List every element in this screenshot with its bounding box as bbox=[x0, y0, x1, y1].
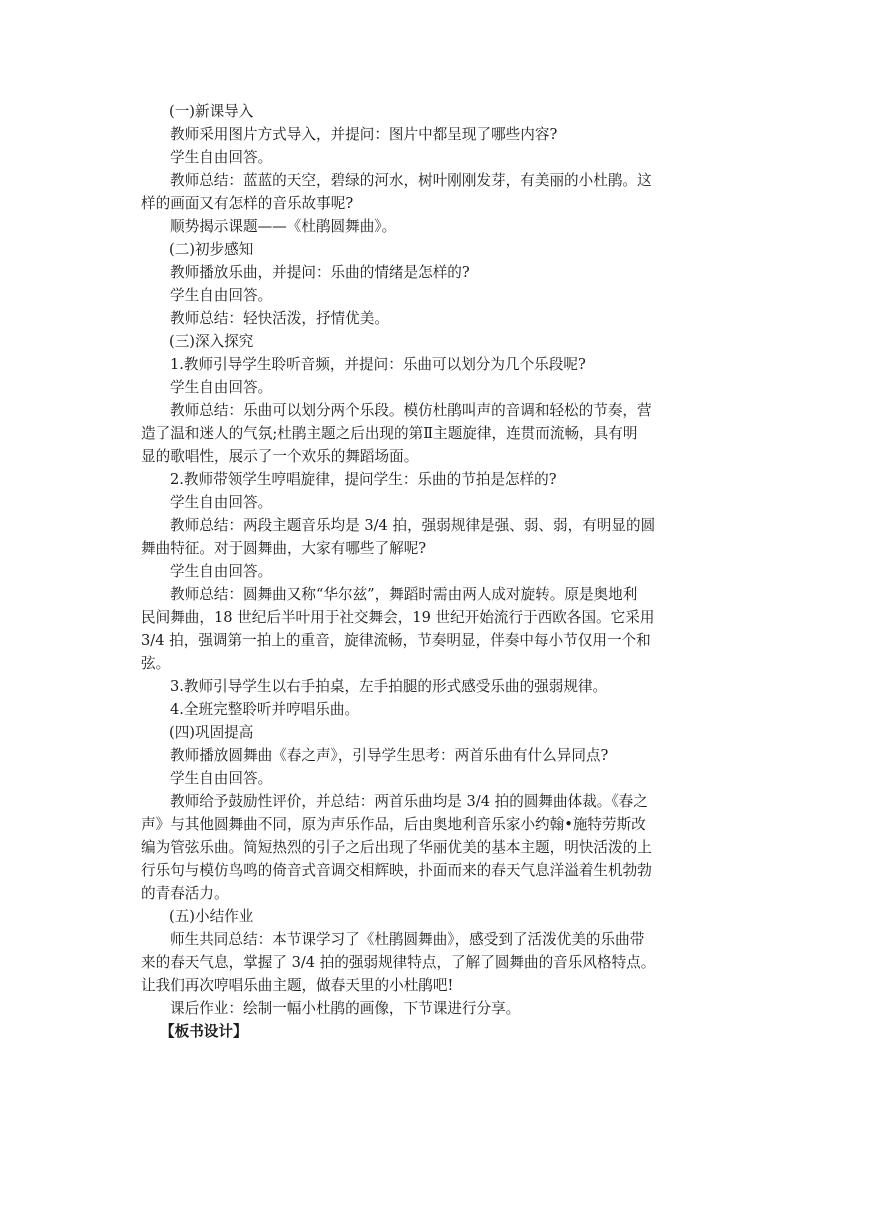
text-line: 课后作业：绘制一幅小杜鹃的画像，下节课进行分享。 bbox=[170, 1000, 521, 1017]
section-heading: (五)小结作业 bbox=[169, 908, 254, 925]
text-line: 4.全班完整聆听并哼唱乐曲。 bbox=[170, 701, 360, 718]
text-line: 3/4 拍，强调第一拍上的重音，旋律流畅，节奏明显，伴奏中每小节仅用一个和 bbox=[141, 632, 651, 649]
text-line: 编为管弦乐曲。简短热烈的引子之后出现了华丽优美的基本主题，明快活泼的上 bbox=[141, 839, 652, 856]
document-page bbox=[141, 100, 731, 1043]
section-heading: (二)初步感知 bbox=[169, 241, 254, 258]
text-line: 教师总结：乐曲可以划分两个乐段。模仿杜鹃叫声的音调和轻松的节奏，营 bbox=[170, 402, 652, 419]
text-line: 教师给予鼓励性评价，并总结：两首乐曲均是 3/4 拍的圆舞曲体裁。《春之 bbox=[170, 793, 648, 810]
text-line: 师生共同总结：本节课学习了《杜鹃圆舞曲》，感受到了活泼优美的乐曲带 bbox=[170, 931, 645, 948]
text-line: 学生自由回答。 bbox=[170, 563, 273, 580]
section-heading: (四)巩固提高 bbox=[169, 724, 254, 741]
text-line: 学生自由回答。 bbox=[170, 494, 273, 511]
text-line: 顺势揭示课题——《杜鹃圆舞曲》。 bbox=[170, 218, 397, 235]
text-line: 样的画面又有怎样的音乐故事呢? bbox=[141, 195, 354, 212]
text-line: 学生自由回答。 bbox=[170, 149, 273, 166]
text-line: 行乐句与模仿鸟鸣的倚音式音调交相辉映，扑面而来的春天气息洋溢着生机勃勃 bbox=[141, 862, 652, 879]
text-line: 1.教师引导学生聆听音频，并提问：乐曲可以划分为几个乐段呢? bbox=[170, 356, 586, 373]
text-line: 学生自由回答。 bbox=[170, 287, 273, 304]
text-line: 2.教师带领学生哼唱旋律，提问学生：乐曲的节拍是怎样的? bbox=[170, 471, 557, 488]
text-line: 学生自由回答。 bbox=[170, 379, 273, 396]
board-design-heading: 【板书设计】 bbox=[160, 1023, 248, 1040]
text-line: 声》与其他圆舞曲不同，原为声乐作品，后由奥地利音乐家小约翰•施特劳斯改 bbox=[141, 816, 646, 833]
text-line: 造了温和迷人的气氛;杜鹃主题之后出现的第Ⅱ主题旋律，连贯而流畅，具有明 bbox=[141, 425, 638, 442]
text-line: 显的歌唱性，展示了一个欢乐的舞蹈场面。 bbox=[141, 448, 419, 465]
text-line: 教师采用图片方式导入，并提问：图片中都呈现了哪些内容? bbox=[170, 126, 558, 143]
text-line: 民间舞曲，18 世纪后半叶用于社交舞会，19 世纪开始流行于西欧各国。它采用 bbox=[141, 609, 655, 626]
text-line: 3.教师引导学生以右手拍桌，左手拍腿的形式感受乐曲的强弱规律。 bbox=[170, 678, 608, 695]
text-line: 教师播放乐曲，并提问：乐曲的情绪是怎样的? bbox=[170, 264, 470, 281]
text-line: 教师总结：两段主题音乐均是 3/4 拍，强弱规律是强、弱、弱，有明显的圆 bbox=[170, 517, 656, 534]
text-line: 教师总结：圆舞曲又称“华尔兹”，舞蹈时需由两人成对旋转。原是奥地利 bbox=[170, 586, 638, 603]
document-body bbox=[141, 100, 731, 1043]
text-line: 教师总结：轻快活泼，抒情优美。 bbox=[170, 310, 389, 327]
text-line: 教师播放圆舞曲《春之声》，引导学生思考：两首乐曲有什么异同点? bbox=[170, 747, 609, 764]
text-line: 学生自由回答。 bbox=[170, 770, 273, 787]
section-heading: (一)新课导入 bbox=[169, 103, 254, 120]
section-heading: (三)深入探究 bbox=[169, 333, 254, 350]
text-line: 舞曲特征。对于圆舞曲，大家有哪些了解呢? bbox=[141, 540, 427, 557]
text-line: 教师总结：蓝蓝的天空，碧绿的河水，树叶刚刚发芽，有美丽的小杜鹃。这 bbox=[170, 172, 652, 189]
text-line: 来的春天气息，掌握了 3/4 拍的强弱规律特点，了解了圆舞曲的音乐风格特点。 bbox=[141, 954, 656, 971]
text-line: 让我们再次哼唱乐曲主题，做春天里的小杜鹃吧! bbox=[141, 977, 454, 994]
text-line: 的青春活力。 bbox=[141, 885, 229, 902]
text-line: 弦。 bbox=[141, 655, 171, 672]
